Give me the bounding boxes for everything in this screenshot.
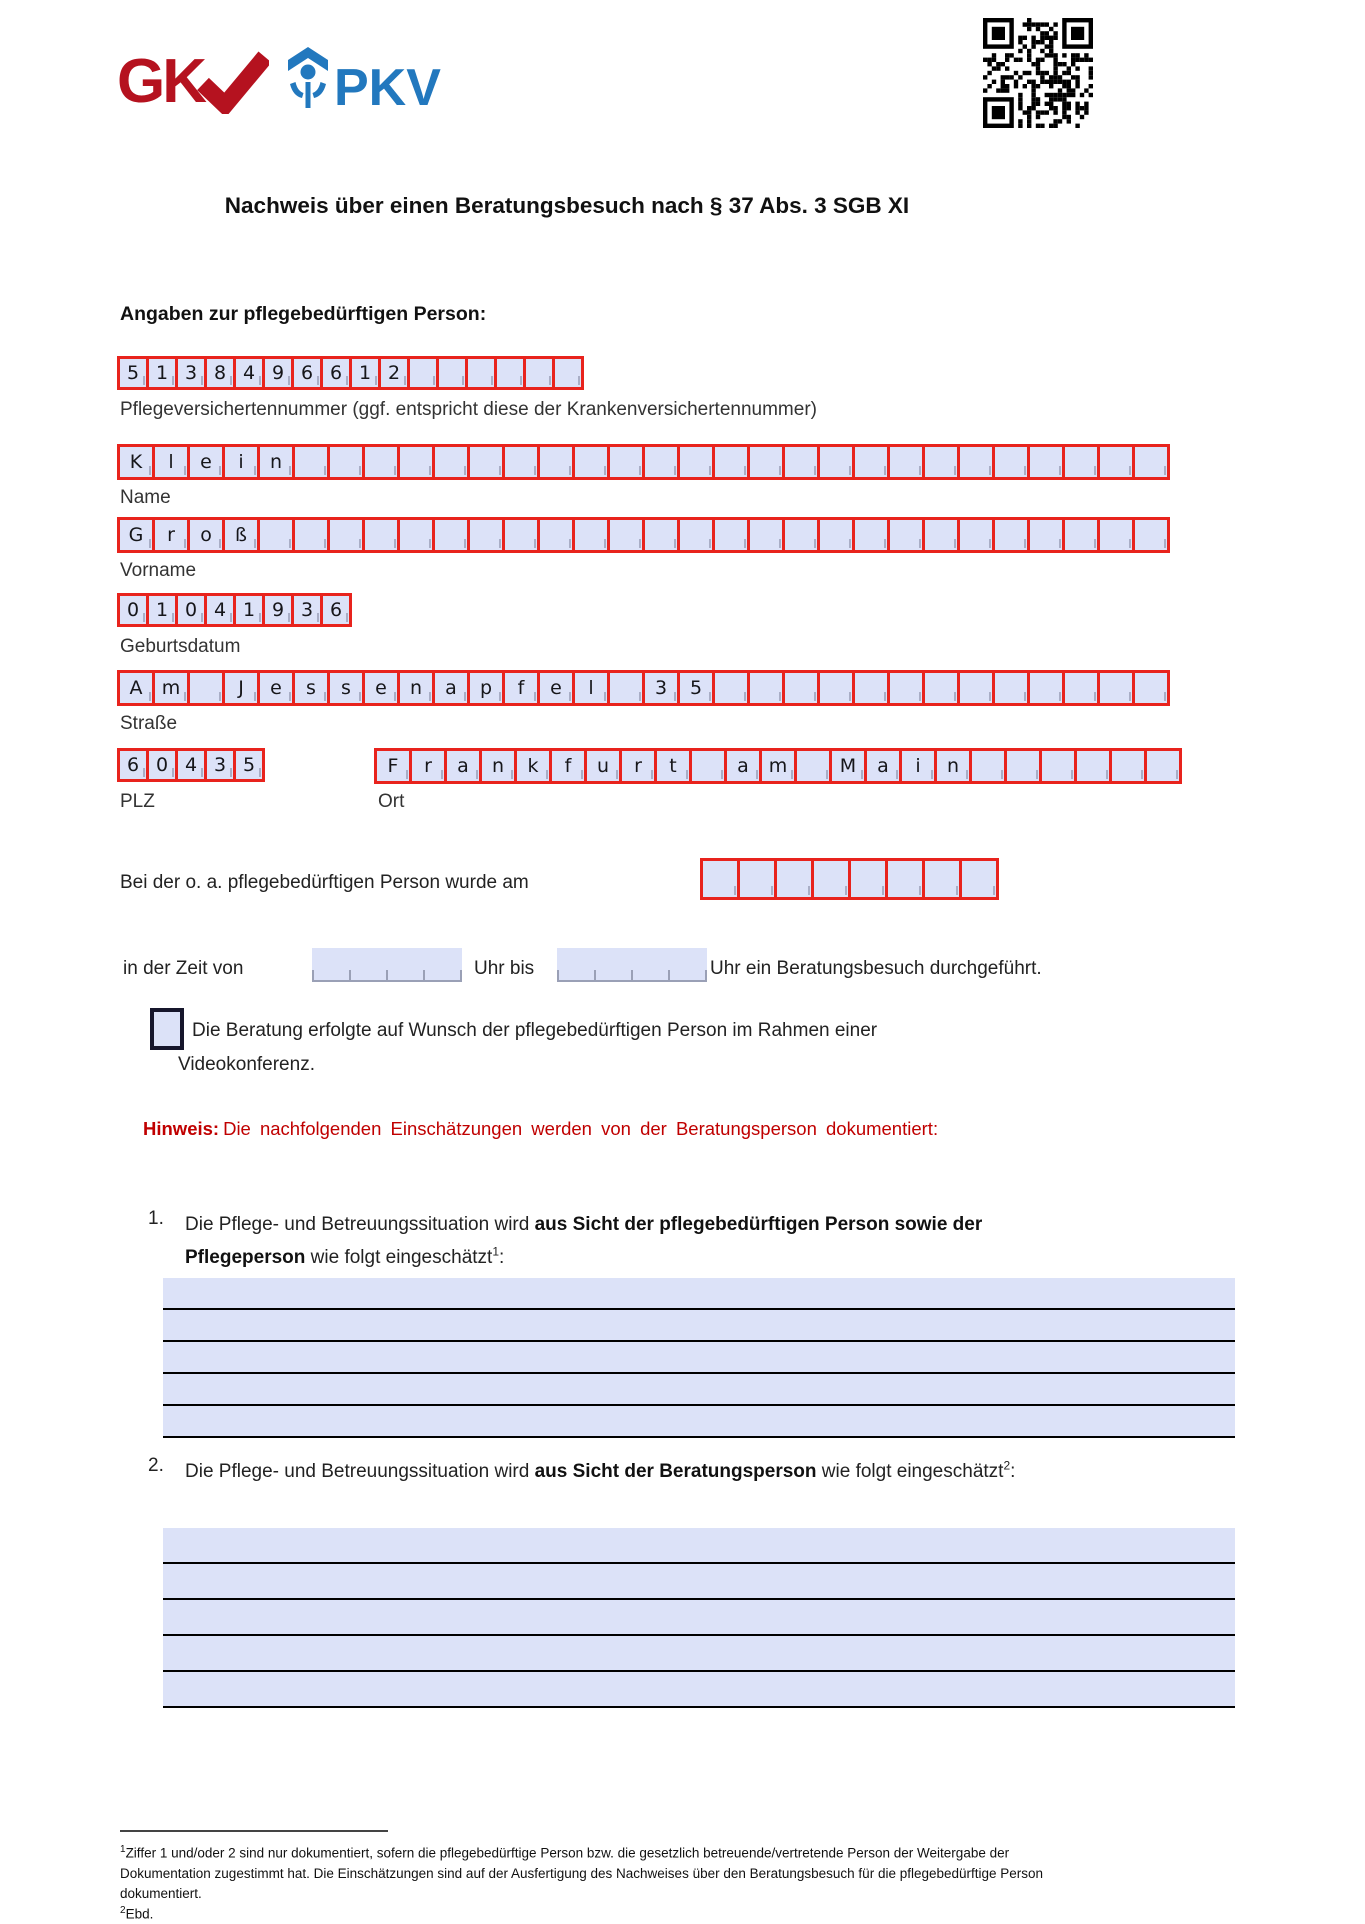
ruled-line[interactable]: [163, 1636, 1235, 1672]
char-cell[interactable]: [887, 517, 925, 553]
char-cell[interactable]: [257, 517, 295, 553]
vorname-field[interactable]: [117, 517, 1170, 553]
char-cell[interactable]: [689, 748, 727, 784]
char-cell[interactable]: a: [724, 748, 762, 784]
char-cell[interactable]: k: [514, 748, 552, 784]
street-label: Straße: [120, 713, 178, 734]
char-cell[interactable]: 1: [146, 593, 178, 627]
char-cell[interactable]: [677, 444, 715, 480]
time-to-field[interactable]: [557, 948, 707, 982]
char-cell[interactable]: 4: [233, 356, 265, 390]
char-cell[interactable]: [607, 444, 645, 480]
char-cell[interactable]: [327, 444, 365, 480]
char-cell[interactable]: A: [117, 670, 155, 706]
char-cell[interactable]: r: [152, 517, 190, 553]
qr-pattern: [983, 18, 1093, 128]
char-cell[interactable]: [737, 858, 777, 900]
char-cell[interactable]: F: [374, 748, 412, 784]
char-cell[interactable]: [747, 444, 785, 480]
char-cell[interactable]: [848, 858, 888, 900]
char-cell[interactable]: [1132, 517, 1170, 553]
char-cell[interactable]: [502, 444, 540, 480]
char-cell[interactable]: G: [117, 517, 155, 553]
city-label: Ort: [378, 791, 405, 812]
char-cell[interactable]: [1097, 670, 1135, 706]
char-cell[interactable]: [817, 517, 855, 553]
footnote-1-text: Ziffer 1 und/oder 2 sind nur dokumentiert, sofern die pflegebedürftige Person bzw. die gesetzlich betreuende/vertretende Person der Weitergabe der Dokumentation zugestimmt hat. Die Einschätzungen sind auf der Ausfertigung des Nachweises über den Beratungsbesuch für die pflegebedürftige Person dokumentiert.: [120, 1845, 1044, 1901]
char-cell[interactable]: t: [654, 748, 692, 784]
char-cell[interactable]: [1097, 517, 1135, 553]
ruled-line[interactable]: [163, 1374, 1235, 1406]
char-cell[interactable]: [887, 670, 925, 706]
char-cell[interactable]: [465, 356, 497, 390]
char-cell[interactable]: 3: [291, 593, 323, 627]
footnote-2-text: Ebd.: [125, 1906, 154, 1922]
char-cell[interactable]: [747, 670, 785, 706]
char-cell[interactable]: [1027, 517, 1065, 553]
char-cell[interactable]: [1027, 670, 1065, 706]
char-cell[interactable]: [782, 670, 820, 706]
char-cell[interactable]: [1062, 444, 1100, 480]
char-cell[interactable]: 6: [117, 748, 149, 782]
street-field[interactable]: [117, 670, 1170, 706]
birthdate-field[interactable]: [117, 593, 352, 627]
visit-date-text: Bei der o. a. pflegebedürftigen Person wurde am: [120, 872, 529, 893]
char-cell[interactable]: [712, 670, 750, 706]
char-cell[interactable]: [362, 444, 400, 480]
comb-tick: [557, 970, 559, 980]
char-cell[interactable]: [436, 356, 468, 390]
char-cell[interactable]: m: [152, 670, 190, 706]
item-1-post: wie folgt eingeschätzt: [305, 1247, 493, 1269]
char-cell[interactable]: 6: [291, 356, 323, 390]
char-cell[interactable]: [494, 356, 526, 390]
comb-tick: [460, 970, 462, 980]
footnote-1: [120, 1842, 1070, 1904]
char-cell[interactable]: [712, 444, 750, 480]
char-cell[interactable]: i: [222, 444, 260, 480]
char-cell[interactable]: [782, 444, 820, 480]
char-cell[interactable]: [432, 444, 470, 480]
char-cell[interactable]: 5: [233, 748, 265, 782]
comb-tick: [705, 970, 707, 980]
videoconference-label: Die Beratung erfolgte auf Wunsch der pflegebedürftigen Person im Rahmen einer Videokonferenz.: [178, 1020, 878, 1076]
char-cell[interactable]: [572, 517, 610, 553]
char-cell[interactable]: J: [222, 670, 260, 706]
item-2-pre: Die Pflege- und Betreuungssituation wird: [185, 1461, 535, 1482]
char-cell[interactable]: [992, 670, 1030, 706]
char-cell[interactable]: 2: [378, 356, 410, 390]
char-cell[interactable]: [432, 517, 470, 553]
assessment-area-1[interactable]: [163, 1278, 1235, 1438]
item-2-text: [185, 1455, 1215, 1488]
char-cell[interactable]: 0: [175, 593, 207, 627]
insurance-number-field[interactable]: [117, 356, 584, 390]
char-cell[interactable]: a: [444, 748, 482, 784]
assessment-item-1: [148, 1208, 1065, 1275]
header-logos: [117, 44, 447, 114]
char-cell[interactable]: [1132, 670, 1170, 706]
char-cell[interactable]: [922, 670, 960, 706]
comb-tick: [594, 970, 596, 980]
assessment-item-2: [148, 1455, 1215, 1488]
vorname-label: Vorname: [120, 560, 197, 581]
birthdate-label: Geburtsdatum: [120, 636, 241, 657]
char-cell[interactable]: [523, 356, 555, 390]
char-cell[interactable]: r: [619, 748, 657, 784]
char-cell[interactable]: [407, 356, 439, 390]
gkv-logo: [117, 44, 269, 114]
char-cell[interactable]: e: [187, 444, 225, 480]
char-cell[interactable]: 3: [204, 748, 236, 782]
char-cell[interactable]: [537, 444, 575, 480]
char-cell[interactable]: 0: [117, 593, 149, 627]
char-cell[interactable]: [1097, 444, 1135, 480]
char-cell[interactable]: [957, 517, 995, 553]
ruled-line[interactable]: [163, 1672, 1235, 1708]
comb-tick: [312, 970, 314, 980]
char-cell[interactable]: [642, 517, 680, 553]
insurance-number-label: Pflegeversichertennummer (ggf. entspricht diese der Krankenversichertennummer): [120, 399, 817, 420]
char-cell[interactable]: n: [397, 670, 435, 706]
char-cell[interactable]: u: [584, 748, 622, 784]
char-cell[interactable]: 5: [677, 670, 715, 706]
char-cell[interactable]: [852, 670, 890, 706]
ruled-line[interactable]: [163, 1310, 1235, 1342]
char-cell[interactable]: 1: [349, 356, 381, 390]
char-cell[interactable]: [187, 670, 225, 706]
char-cell[interactable]: [537, 517, 575, 553]
char-cell[interactable]: 4: [204, 593, 236, 627]
char-cell[interactable]: [700, 858, 740, 900]
char-cell[interactable]: [572, 444, 610, 480]
item-1-colon: :: [499, 1247, 505, 1269]
pkv-logo: [287, 44, 447, 114]
char-cell[interactable]: M: [829, 748, 867, 784]
char-cell[interactable]: [782, 517, 820, 553]
char-cell[interactable]: l: [152, 444, 190, 480]
footnote-2: [120, 1903, 1070, 1924]
section-heading: Angaben zur pflegebedürftigen Person:: [120, 303, 487, 325]
char-cell[interactable]: [1004, 748, 1042, 784]
name-label: Name: [120, 487, 171, 508]
char-cell[interactable]: e: [362, 670, 400, 706]
char-cell[interactable]: [774, 858, 814, 900]
time-text-1: in der Zeit von: [123, 958, 244, 979]
form-title: Nachweis über einen Beratungsbesuch nach § 37 Abs. 3 SGB XI: [224, 193, 910, 218]
char-cell[interactable]: [957, 444, 995, 480]
char-cell[interactable]: e: [537, 670, 575, 706]
char-cell[interactable]: [327, 517, 365, 553]
char-cell[interactable]: r: [409, 748, 447, 784]
ruled-line[interactable]: [163, 1600, 1235, 1636]
char-cell[interactable]: [794, 748, 832, 784]
ruled-line[interactable]: [163, 1564, 1235, 1600]
char-cell[interactable]: [852, 517, 890, 553]
item-2-colon: :: [1010, 1461, 1016, 1482]
char-cell[interactable]: [922, 517, 960, 553]
item-1-text: [185, 1208, 1065, 1275]
char-cell[interactable]: [1074, 748, 1112, 784]
char-cell[interactable]: n: [257, 444, 295, 480]
time-from-field[interactable]: [312, 948, 462, 982]
char-cell[interactable]: 1: [146, 356, 178, 390]
char-cell[interactable]: 0: [146, 748, 178, 782]
pkv-letters: PKV: [334, 59, 441, 114]
char-cell[interactable]: a: [432, 670, 470, 706]
char-cell[interactable]: [747, 517, 785, 553]
comb-tick: [631, 970, 633, 980]
char-cell[interactable]: [922, 444, 960, 480]
char-cell[interactable]: [362, 517, 400, 553]
char-cell[interactable]: n: [479, 748, 517, 784]
char-cell[interactable]: [712, 517, 750, 553]
char-cell[interactable]: [467, 517, 505, 553]
char-cell[interactable]: [677, 517, 715, 553]
char-cell[interactable]: 1: [233, 593, 265, 627]
char-cell[interactable]: 5: [117, 356, 149, 390]
char-cell[interactable]: [1027, 444, 1065, 480]
item-1-number: 1.: [148, 1208, 164, 1229]
comb-tick: [386, 970, 388, 980]
char-cell[interactable]: [922, 858, 962, 900]
char-cell[interactable]: 6: [320, 356, 352, 390]
char-cell[interactable]: [292, 517, 330, 553]
char-cell[interactable]: i: [899, 748, 937, 784]
time-text-2: Uhr bis: [474, 958, 535, 979]
ruled-line[interactable]: [163, 1278, 1235, 1310]
char-cell[interactable]: [957, 670, 995, 706]
char-cell[interactable]: s: [292, 670, 330, 706]
visit-date-field[interactable]: [700, 858, 999, 900]
char-cell[interactable]: a: [864, 748, 902, 784]
item-2-bold: aus Sicht der Beratungsperson: [534, 1461, 817, 1482]
char-cell[interactable]: l: [572, 670, 610, 706]
pkv-person-icon: [288, 47, 328, 108]
char-cell[interactable]: p: [467, 670, 505, 706]
char-cell[interactable]: 9: [262, 356, 294, 390]
char-cell[interactable]: e: [257, 670, 295, 706]
comb-tick: [349, 970, 351, 980]
char-cell[interactable]: n: [934, 748, 972, 784]
char-cell[interactable]: [467, 444, 505, 480]
hinweis-label: Hinweis:: [143, 1118, 220, 1139]
char-cell[interactable]: [992, 517, 1030, 553]
plz-field[interactable]: [117, 748, 265, 782]
char-cell[interactable]: 6: [320, 593, 352, 627]
char-cell[interactable]: f: [502, 670, 540, 706]
char-cell[interactable]: m: [759, 748, 797, 784]
char-cell[interactable]: [852, 444, 890, 480]
char-cell[interactable]: [969, 748, 1007, 784]
char-cell[interactable]: [397, 444, 435, 480]
city-field[interactable]: [374, 748, 1182, 784]
char-cell[interactable]: [817, 670, 855, 706]
char-cell[interactable]: K: [117, 444, 155, 480]
char-cell[interactable]: s: [327, 670, 365, 706]
char-cell[interactable]: [992, 444, 1030, 480]
char-cell[interactable]: [1062, 517, 1100, 553]
char-cell[interactable]: 8: [204, 356, 236, 390]
gkv-check-icon: [203, 57, 265, 105]
char-cell[interactable]: [642, 444, 680, 480]
char-cell[interactable]: [1062, 670, 1100, 706]
footnote-2-ref: 2: [120, 1905, 126, 1916]
qr-code: [983, 18, 1093, 128]
char-cell[interactable]: o: [187, 517, 225, 553]
char-cell[interactable]: [1132, 444, 1170, 480]
char-cell[interactable]: [959, 858, 999, 900]
char-cell[interactable]: [552, 356, 584, 390]
char-cell[interactable]: [817, 444, 855, 480]
plz-label: PLZ: [120, 791, 155, 812]
item-2-footnote-ref: 2: [1003, 1458, 1011, 1473]
char-cell[interactable]: 9: [262, 593, 294, 627]
char-cell[interactable]: [607, 517, 645, 553]
char-cell[interactable]: f: [549, 748, 587, 784]
char-cell[interactable]: [292, 444, 330, 480]
char-cell[interactable]: [1144, 748, 1182, 784]
hinweis-text: Die nachfolgenden Einschätzungen werden von der Beratungsperson dokumentiert:: [223, 1118, 939, 1139]
ruled-line[interactable]: [163, 1342, 1235, 1374]
item-2-number: 2.: [148, 1455, 164, 1476]
char-cell[interactable]: [397, 517, 435, 553]
comb-tick: [423, 970, 425, 980]
item-1-pre: Die Pflege- und Betreuungssituation wird: [185, 1214, 535, 1235]
char-cell[interactable]: 4: [175, 748, 207, 782]
char-cell[interactable]: [502, 517, 540, 553]
char-cell[interactable]: 3: [175, 356, 207, 390]
char-cell[interactable]: [1109, 748, 1147, 784]
comb-tick: [668, 970, 670, 980]
footnote-divider: [120, 1830, 388, 1832]
hinweis-note: [143, 1118, 938, 1140]
char-cell[interactable]: [885, 858, 925, 900]
char-cell[interactable]: [887, 444, 925, 480]
time-text-3: Uhr ein Beratungsbesuch durchgeführt.: [710, 958, 1042, 979]
char-cell[interactable]: ß: [222, 517, 260, 553]
char-cell[interactable]: [1039, 748, 1077, 784]
name-field[interactable]: [117, 444, 1170, 480]
char-cell[interactable]: [607, 670, 645, 706]
assessment-area-2[interactable]: [163, 1528, 1235, 1708]
footnote-1-ref: 1: [120, 1844, 126, 1855]
char-cell[interactable]: [811, 858, 851, 900]
ruled-line[interactable]: [163, 1528, 1235, 1564]
item-1-bold: aus Sicht der pflegebedürftigen Person sowie der Pflegeperson: [185, 1214, 983, 1269]
item-1-footnote-ref: 1: [492, 1244, 500, 1259]
item-2-post: wie folgt eingeschätzt: [816, 1461, 1004, 1482]
gkv-letters: GK: [117, 47, 204, 114]
char-cell[interactable]: 3: [642, 670, 680, 706]
ruled-line[interactable]: [163, 1406, 1235, 1438]
